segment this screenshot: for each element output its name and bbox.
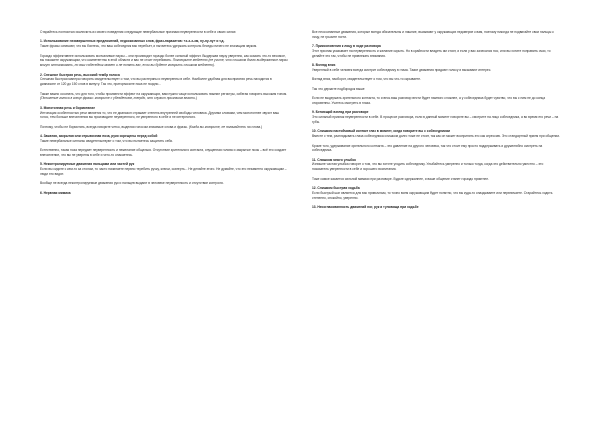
section-heading: 9. Бегающий взгляд при разговоре [312, 110, 369, 115]
paragraph [312, 177, 560, 182]
paragraph [312, 115, 560, 125]
right-column [312, 30, 560, 214]
text-block [312, 44, 560, 58]
text-block [40, 181, 288, 186]
text-block [312, 186, 560, 200]
italic-remark: Поговорите медленно (не учите, что слишком долго выдержанные паузы могут отталкивать, но ваш собеседник может и не понять вас, если вы будете говорить слишком медленно). [40, 58, 288, 68]
text-block [40, 73, 288, 87]
paragraph-text: Если быстрый шаг является для вас привычным, то точно всем окружающим будет понятно, что вы куда-то опаздываете или нервничаете. Старайтесь ходить степенно, спокойно, уверенно. [312, 190, 553, 200]
paragraph-text: Излишне частая улыбка говорит о том, что вы хотите угодить собеседнику. Улыбайтесь умеренно и только тогда, когда это действительно уместно – это показатель уверенности в себе и хорошего воспитания. [312, 162, 544, 172]
paragraph-text: Такие фразы означают, что вы боитесь, что ваш собеседник вас перебьет, и пытаетесь удержать контроль беседы ничего не значащим звуком. [40, 44, 258, 49]
paragraph-text: Уверенный в себе человек всегда смотрит собеседнику в глаза. Такие движения придают голосу и вызывают интерес. [312, 67, 492, 72]
paragraph-text: Этот признак указывает на неуверенность и желание скрыть. Но в крайности владеть им стоит, и если у вас зачесался нос, или вы хотите поправить очки, то делайте это так, чтобы не привлекать внимания. [312, 48, 551, 58]
paragraph-text: Если вы сидите с кем-то за столом, то часто начинаете нервно теребить ручку, ключи, скатерть... Не делайте этого. Не думайте, что это незаметно окружающим – люди это видят. [40, 167, 287, 177]
italic-remark: (Когда вы говорите, не полагайтесь на слова.) [188, 124, 263, 129]
text-block [40, 106, 288, 120]
text-block [312, 77, 560, 82]
paragraph [312, 162, 560, 172]
text-block [40, 134, 288, 144]
text-block [312, 30, 560, 40]
paragraph [40, 44, 288, 49]
paragraph-text: Если не выдержать зрительного контакта, то и весь ваш разговор вести будет намного сложнее, а у собеседника будет чувство, что вы с ним не до конца откровенны. Учитесь смотреть в глаза. [312, 96, 546, 105]
left-column [40, 30, 288, 200]
text-block [312, 129, 560, 139]
paragraph [40, 125, 288, 130]
paragraph-text: Вообще не всегда неконтролируемые движения рук и пальцев выдают в человеке неуверенность и отсутствие контроля. [40, 181, 224, 186]
paragraph-text: Гораздо эффективнее использовать молчаливые паузы – они производят гораздо более сильный эффект. Выдержав паузу уверенно, как сказать что-то весомое, вы покажете окружающим, что компетентны в этой области и вас не стоит перебивать. [40, 53, 286, 63]
text-block [40, 30, 288, 35]
text-block [312, 205, 560, 210]
text-block [312, 87, 560, 92]
paragraph-text: Интонация особенностью речи является то, что ее диапазон отражает степень внутренней свободы человека. Другими словами, чем монотоннее звучит ваш голос, тем больше впечатления вы производите неуверенного, не уверенного в себе и не интересного. [40, 110, 279, 120]
paragraph [40, 30, 288, 35]
paragraph [312, 144, 560, 154]
paragraph [40, 139, 288, 144]
paragraph-text: Поэтому, чтобы не бормотать, всегда говорите четко, выделяя голосом значимые слова и фразы. [40, 124, 188, 129]
paragraph-text: Такие невербальные сигналы свидетельствуют о том, что вы пытаетесь защитить себя. [40, 138, 173, 143]
section-heading: 12. Слишком быстрая ходьба [312, 186, 360, 191]
section-heading: 7. Прикосновения к лицу в ходе разговора [312, 44, 381, 49]
section-heading: 11. Слишком много улыбок [312, 157, 356, 162]
paragraph [40, 77, 288, 87]
section-heading: 8. Взгляд вниз [312, 63, 336, 68]
paragraph [40, 92, 288, 102]
text-block [312, 144, 560, 154]
section-heading: 5. Неконтролируемые движения пальцами или частей рук [40, 162, 135, 167]
text-block [40, 148, 288, 158]
paragraph [312, 77, 560, 82]
paragraph [40, 111, 288, 121]
text-block [40, 191, 288, 196]
text-block [312, 177, 560, 182]
text-block [40, 92, 288, 102]
paragraph [40, 181, 288, 186]
section-heading: 13. Несогласованность движений ног, рук и туловища при ходьбе [312, 205, 419, 210]
paragraph [312, 87, 560, 92]
paragraph-text: Так что держите подбородок выше [312, 86, 365, 91]
text-block [40, 162, 288, 176]
paragraph-text: Естественно, такая поза передает неуверенность и нежелание общаться. Отсутствие зрительного контакта, опущенная голова и закрытые позы – всё это создает впечатление, что вы не уверены в себе и чего-то опасаетесь. [40, 148, 287, 158]
paragraph [40, 148, 288, 158]
text-block [40, 125, 288, 130]
text-block [40, 39, 288, 49]
paragraph [40, 54, 288, 68]
text-block [40, 54, 288, 68]
text-block [312, 63, 560, 73]
paragraph-text: Также важно осознать, что для того, чтобы произвести эффект на окружающих, вам нужно чаще использовать нижние регистры, избегая говорить высоким тоном. [40, 91, 288, 96]
paragraph-text: Кроме того, удерживание зрительного контакта – это давление на другого человека, так что стоит ему просто поддерживать и дружелюбно смотреть на собеседника. [312, 143, 543, 153]
paragraph [312, 49, 560, 59]
paragraph-text: Тоже самое касается сильной мимики при разговоре. Будьте сдержаннее, и ваше общение станет гораздо приятнее. [312, 176, 489, 181]
paragraph [312, 68, 560, 73]
paragraph-text: Вместе с тем, разглядывать глаза собеседника слишком долго тоже не стоит, так как он может воспринять это как агрессию. Это стандартный прием при общении. [312, 134, 560, 139]
paragraph-text: Взгляд вниз, наоборот, свидетельствует о том, что вы что-то скрываете. [312, 77, 421, 82]
paragraph [312, 96, 560, 106]
italic-remark: (Понижение голоса в конце фразы: говорите с убеждением, твердо, это служит признаком власти.) [40, 96, 198, 101]
paragraph-text: Все неосознанные движения, которые всегда обязательны и лишние, вызывают у окружающих недоверие к вам, поэтому никогда не подвигайте свои пальцы к лицу, не грызите ногти. [312, 30, 554, 39]
section-heading: 4. Зажатая, закрытая или отрывочная поза, руки скрещены перед собой [40, 134, 158, 139]
paragraph [40, 167, 288, 177]
section-heading: 3. Монотонная речь и бормотание [40, 105, 96, 110]
text-block [312, 96, 560, 106]
paragraph-text: Старайтесь полностью исключить из своего поведения следующие невербальные признаки неуверенности в себе и своих силах: [40, 30, 237, 34]
paragraph [312, 191, 560, 201]
section-heading: 10. Слишком настойчивый контакт глаз в момент, когда говорите вы с собеседником [312, 129, 450, 134]
paragraph-text: Это сильный признак неуверенности в себе. В процессе разговора, если в данный момент говорите вы – смотрите на лицо собеседника, а во время его речи – на губы. [312, 115, 559, 124]
paragraph-text: Спешная быстрая манера говорить свидетельствует о том, что вы растеряны и неуверенны в себе. Наиболее удобная для восприятия речь находится в диапазоне от 120 до 150 слов в минуту. Так что, притормозите пока не поздно... [40, 77, 272, 87]
text-block [312, 110, 560, 124]
paragraph [312, 30, 560, 40]
section-heading: 2. Спешное быстрая речь, высокий тембр голоса [40, 72, 120, 77]
section-heading: 1. Использование незавершенных предложений, недосказанных слов, фраз-паразитов: «э-э-э-эм, ну-ну-ну» и т.д. [40, 39, 225, 44]
paragraph [312, 134, 560, 139]
section-heading: 6. Нервная мимика [40, 190, 71, 195]
text-block [312, 158, 560, 172]
